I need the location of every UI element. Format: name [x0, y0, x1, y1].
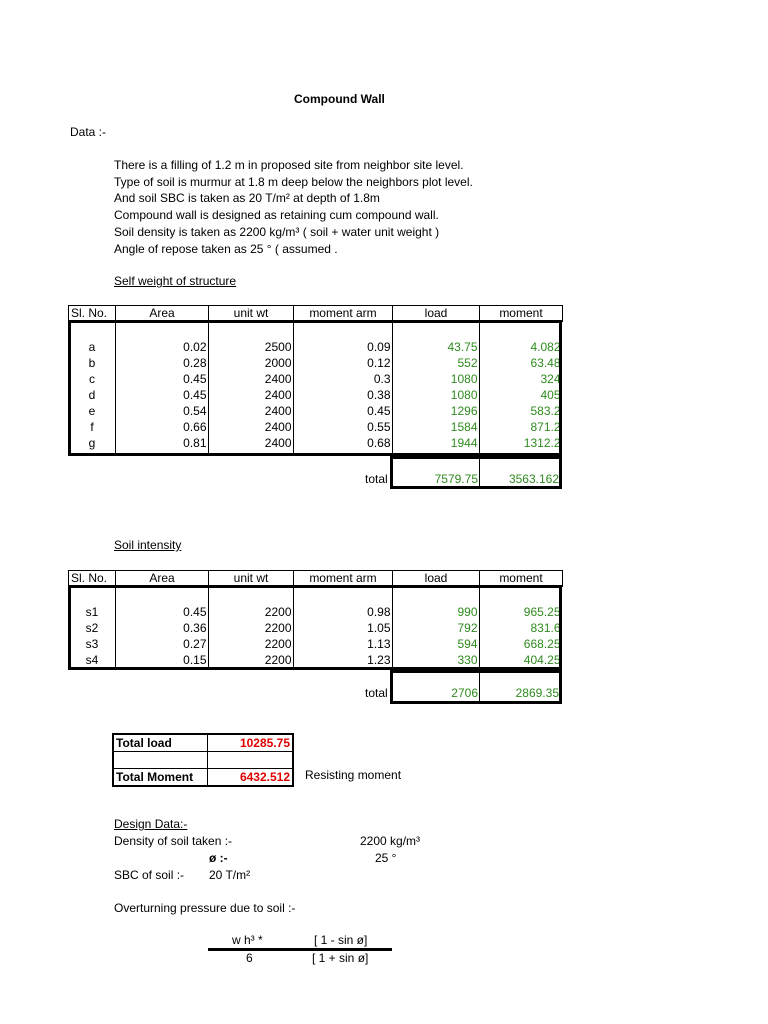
total-moment-value: 6432.512 [207, 769, 293, 787]
table-cell: f [90, 420, 94, 434]
table-cell: 2200 [264, 637, 292, 651]
column-header: Area [116, 571, 209, 587]
total-load-value: 10285.75 [207, 734, 293, 752]
table-cell: 0.45 [183, 605, 207, 619]
table-cell: 0.81 [183, 436, 207, 450]
design-data-heading: Design Data:- [114, 817, 188, 831]
page-title: Compound Wall [294, 92, 385, 106]
formula-denominator-right: [ 1 + sin ø] [312, 951, 369, 965]
column-header: Area [116, 306, 209, 322]
table-cell: 583.2 [530, 404, 561, 418]
table-cell: s4 [85, 653, 99, 667]
table-cell: 0.28 [183, 356, 207, 370]
table-cell: 0.45 [183, 388, 207, 402]
table-cell: 792 [457, 621, 478, 635]
formula-numerator-left: w h³ * [232, 933, 263, 947]
sbc-label: SBC of soil :- [114, 868, 185, 882]
table-cell: 2400 [264, 420, 292, 434]
table-cell: 831.6 [530, 621, 561, 635]
column-header: unit wt [209, 571, 294, 587]
table-cell: e [88, 404, 96, 418]
total-moment-label: Total Moment [113, 769, 207, 787]
table-cell: 1.23 [367, 653, 391, 667]
divider [479, 458, 480, 487]
table-cell: 2400 [264, 404, 292, 418]
column-header: load [393, 571, 480, 587]
table-cell: 4.082 [530, 340, 561, 354]
table-cell: 330 [457, 653, 478, 667]
soil-intensity-heading: Soil intensity [114, 538, 182, 552]
table-cell: 668.25 [523, 637, 561, 651]
column-header: moment arm [294, 306, 393, 322]
table-cell: 2200 [264, 621, 292, 635]
table-cell: 1296 [450, 404, 478, 418]
table-cell: 324 [540, 372, 561, 386]
table-cell: 0.09 [367, 340, 391, 354]
sbc-value: 20 T/m² [209, 868, 251, 882]
table-cell: 1080 [450, 372, 478, 386]
density-value: 2200 kg/m³ [360, 834, 421, 848]
table-cell: 63.48 [530, 356, 561, 370]
self-weight-heading: Self weight of structure [114, 274, 237, 288]
column-header: Sl. No. [69, 571, 116, 587]
table-cell: 1080 [450, 388, 478, 402]
table-cell: 2000 [264, 356, 292, 370]
table-cell: 1944 [450, 436, 478, 450]
data-line: Compound wall is designed as retaining cum compound wall. [114, 208, 439, 223]
column-header: moment arm [294, 571, 393, 587]
column-header: moment [480, 306, 563, 322]
table-cell: s2 [85, 621, 99, 635]
table-cell: 2500 [264, 340, 292, 354]
table-cell: 0.27 [183, 637, 207, 651]
table-cell: 0.66 [183, 420, 207, 434]
formula-denominator-left: 6 [246, 951, 253, 965]
table-cell: 2200 [264, 653, 292, 667]
soil-intensity-total-moment: 2869.35 [515, 686, 559, 700]
table-cell: 0.38 [367, 388, 391, 402]
data-line: And soil SBC is taken as 20 T/m² at depth of 1.8m [114, 191, 380, 206]
table-cell: 594 [457, 637, 478, 651]
divider [293, 587, 294, 668]
divider [392, 587, 393, 668]
table-cell: 0.54 [183, 404, 207, 418]
table-cell: 0.3 [373, 372, 391, 386]
table-cell: 0.12 [367, 356, 391, 370]
table-cell: 2400 [264, 388, 292, 402]
divider [115, 587, 116, 668]
table-cell: 1.05 [367, 621, 391, 635]
phi-label: ø :- [209, 851, 228, 865]
table-cell: 0.45 [183, 372, 207, 386]
table-cell: s1 [85, 605, 99, 619]
table-cell: 0.02 [183, 340, 207, 354]
divider [479, 587, 480, 668]
table-cell: a [88, 340, 96, 354]
table-cell: 43.75 [447, 340, 478, 354]
soil-intensity-total-label: total [365, 686, 388, 700]
table-cell: 965.25 [523, 605, 561, 619]
total-load-label: Total load [113, 734, 207, 752]
table-cell: 2400 [264, 372, 292, 386]
column-header: unit wt [209, 306, 294, 322]
data-label: Data :- [70, 125, 107, 139]
table-cell: 552 [457, 356, 478, 370]
self-weight-total-label: total [365, 472, 388, 486]
column-header: load [393, 306, 480, 322]
self-weight-body-border [68, 320, 562, 456]
divider [479, 672, 480, 702]
table-cell: g [88, 436, 96, 450]
table-cell: 0.36 [183, 621, 207, 635]
density-label: Density of soil taken :- [114, 834, 233, 848]
data-line: Angle of repose taken as 25 ° ( assumed . [114, 241, 338, 256]
table-cell: 0.68 [367, 436, 391, 450]
soil-intensity-total-load: 2706 [451, 686, 478, 700]
blank-cell [207, 752, 293, 769]
table-cell: 0.45 [367, 404, 391, 418]
phi-value: 25 ° [375, 851, 397, 865]
table-cell: b [88, 356, 96, 370]
divider [293, 322, 294, 454]
table-cell: d [88, 388, 96, 402]
table-cell: 1312.2 [523, 436, 561, 450]
table-cell: 404.25 [523, 653, 561, 667]
table-cell: 1584 [450, 420, 478, 434]
table-cell: c [89, 372, 95, 386]
summary-table [112, 733, 294, 787]
divider [208, 587, 209, 668]
column-header: Sl. No. [69, 306, 116, 322]
divider [208, 322, 209, 454]
data-line: Soil density is taken as 2200 kg/m³ ( soil + water unit weight ) [114, 224, 440, 239]
data-line: There is a filling of 1.2 m in proposed site from neighbor site level. [114, 158, 464, 172]
divider [115, 322, 116, 454]
table-cell: 871.2 [530, 420, 561, 434]
table-cell: 990 [457, 605, 478, 619]
resisting-moment-label: Resisting moment [305, 768, 402, 782]
self-weight-total-load: 7579.75 [434, 472, 478, 486]
table-cell: 2200 [264, 605, 292, 619]
table-cell: 0.55 [367, 420, 391, 434]
overturning-label: Overturning pressure due to soil :- [114, 901, 296, 915]
blank-cell [113, 752, 207, 769]
table-cell: 0.15 [183, 653, 207, 667]
formula-numerator-right: [ 1 - sin ø] [314, 933, 368, 947]
data-line: Type of soil is murmur at 1.8 m deep below the neighbors plot level. [114, 174, 473, 189]
table-cell: s3 [85, 637, 99, 651]
column-header: moment [480, 571, 563, 587]
soil-intensity-body-border [68, 585, 562, 670]
self-weight-total-moment: 3563.162 [508, 472, 559, 486]
table-cell: 1.13 [367, 637, 391, 651]
table-cell: 0.98 [367, 605, 391, 619]
divider [479, 322, 480, 454]
table-cell: 405 [540, 388, 561, 402]
divider [392, 322, 393, 454]
table-cell: 2400 [264, 436, 292, 450]
